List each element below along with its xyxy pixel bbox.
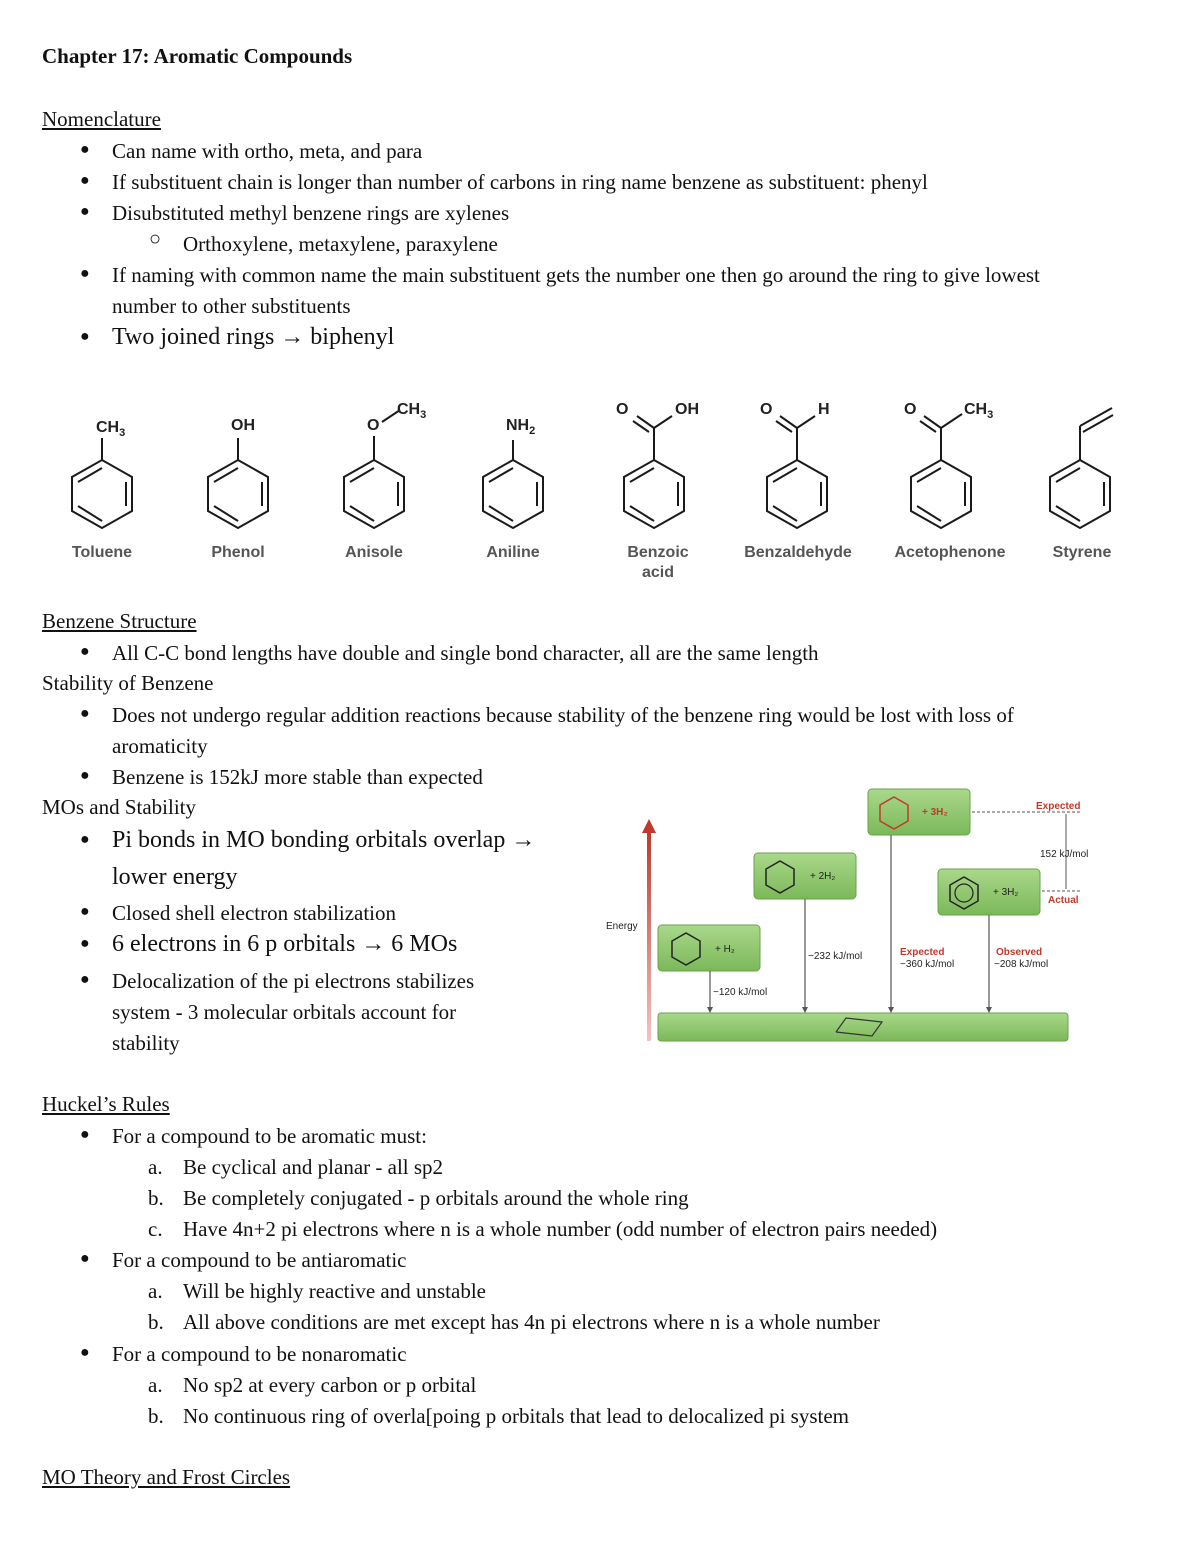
list-item: Disubstituted methyl benzene rings are xylenes — [112, 201, 510, 225]
expected-benzene-box — [868, 789, 970, 835]
phenol-label: Phenol — [211, 544, 265, 561]
list-item: All C-C bond lengths have double and single bond character, all are the same length — [112, 641, 819, 665]
acetophenone-oxygen: O — [904, 401, 917, 418]
list-item: For a compound to be nonaromatic — [112, 1342, 407, 1366]
list-letter: b. — [148, 1310, 164, 1334]
benzaldehyde-hydrogen: H — [818, 401, 830, 418]
bullet: ● — [80, 767, 90, 784]
styrene-label: Styrene — [1052, 544, 1112, 561]
benzene-structure-heading: Benzene Structure — [42, 609, 197, 633]
bullet: ● — [80, 643, 90, 660]
list-letter: a. — [148, 1155, 163, 1179]
list-letter: c. — [148, 1217, 163, 1241]
list-item: Two joined rings → biphenyl — [112, 324, 395, 350]
arrowhead — [707, 1007, 713, 1013]
cyclohexadiene-box — [754, 853, 856, 899]
phenol-structure — [208, 438, 268, 528]
list-subitem: Have 4n+2 pi electrons where n is a whole number (odd number of electron pairs needed) — [183, 1217, 938, 1241]
bullet: ● — [80, 971, 90, 988]
list-subitem: No sp2 at every carbon or p orbital — [183, 1373, 477, 1397]
list-letter: b. — [148, 1186, 164, 1210]
phenol-substituent: OH — [231, 417, 255, 434]
top-expected-label: Expected — [1036, 801, 1081, 812]
list-item: Can name with ortho, meta, and para — [112, 139, 423, 163]
toluene-structure — [72, 438, 132, 528]
nomenclature-heading: Nomenclature — [42, 107, 161, 131]
stability-heading: Stability of Benzene — [42, 671, 214, 695]
benzoic-acid-label-line1: Benzoic — [627, 544, 689, 561]
bullet: ● — [80, 705, 90, 722]
reagent-3h2-actual: + 3H₂ — [993, 887, 1019, 898]
list-subitem: Orthoxylene, metaxylene, paraxylene — [183, 232, 498, 256]
toluene-substituent: $CH_3$ — [96, 419, 126, 439]
observed-label: Observed — [996, 947, 1043, 958]
anisole-label: Anisole — [345, 544, 403, 561]
cyclohexane-baseline — [658, 1013, 1068, 1041]
acetophenone-structure — [911, 414, 971, 528]
anisole-oxygen: O — [367, 417, 380, 434]
bullet: ● — [80, 831, 90, 848]
aniline-structure — [483, 440, 543, 528]
list-item-continued: aromaticity — [112, 734, 208, 758]
benzoic-acid-hydroxyl: OH — [675, 401, 699, 418]
toluene-label: Toluene — [71, 544, 133, 561]
value-232: −232 kJ/mol — [808, 951, 863, 962]
sub-bullet: ○ — [149, 228, 162, 250]
expected-label: Expected — [900, 947, 945, 958]
mos-heading: MOs and Stability — [42, 795, 197, 819]
bullet: ● — [80, 935, 90, 952]
styrene-structure — [1050, 408, 1113, 528]
page-title: Chapter 17: Aromatic Compounds — [42, 44, 353, 68]
bullet: ● — [80, 1250, 90, 1267]
list-item-continued: lower energy — [112, 864, 238, 890]
list-subitem: Be cyclical and planar - all sp2 — [183, 1155, 444, 1179]
difference-value: 152 kJ/mol — [1040, 849, 1089, 860]
bullet: ● — [80, 265, 90, 282]
acetophenone-methyl: $CH_3$ — [964, 401, 994, 421]
list-item: Closed shell electron stabilization — [112, 901, 397, 925]
common-benzene-derivatives-figure — [40, 378, 1170, 588]
list-letter: b. — [148, 1404, 164, 1428]
actual-label: Actual — [1048, 895, 1079, 906]
aniline-substituent: $NH_2$ — [506, 417, 536, 437]
list-item: Benzene is 152kJ more stable than expected — [112, 765, 483, 789]
list-item: For a compound to be aromatic must: — [112, 1124, 427, 1148]
value-120: −120 kJ/mol — [713, 987, 768, 998]
list-item: Delocalization of the pi electrons stabilizes — [112, 969, 475, 993]
arrowhead — [802, 1007, 808, 1013]
benzaldehyde-oxygen: O — [760, 401, 773, 418]
bullet: ● — [80, 903, 90, 920]
expected-value: −360 kJ/mol — [900, 959, 955, 970]
list-item-continued: system - 3 molecular orbitals account for — [112, 1000, 457, 1024]
list-subitem: No continuous ring of overla[poing p orbitals that lead to delocalized pi system — [183, 1404, 850, 1428]
list-letter: a. — [148, 1373, 163, 1397]
bullet: ● — [80, 1344, 90, 1361]
list-item: 6 electrons in 6 p orbitals → 6 MOs — [112, 931, 458, 957]
list-subitem: Will be highly reactive and unstable — [183, 1279, 486, 1303]
energy-arrowhead — [642, 819, 656, 833]
reagent-h2: + H₂ — [715, 944, 735, 955]
list-item: Does not undergo regular addition reactions because stability of the benzene ring would be lost with loss of — [112, 703, 1014, 727]
benzoic-acid-structure — [624, 416, 684, 528]
list-letter: a. — [148, 1279, 163, 1303]
actual-benzene-box — [938, 869, 1040, 915]
list-subitem: Be completely conjugated - p orbitals around the whole ring — [183, 1186, 689, 1210]
list-item: For a compound to be antiaromatic — [112, 1248, 407, 1272]
bullet: ● — [80, 172, 90, 189]
list-item: If naming with common name the main substituent gets the number one then go around the ring to give lowest — [112, 263, 1040, 287]
hydrogenation-energy-diagram — [600, 785, 1100, 1050]
aniline-label: Aniline — [486, 544, 540, 561]
benzoic-acid-oxygen: O — [616, 401, 629, 418]
bullet: ● — [80, 1126, 90, 1143]
list-item-continued: stability — [112, 1031, 180, 1055]
acetophenone-label: Acetophenone — [894, 544, 1006, 561]
anisole-methyl: $CH_3$ — [397, 401, 427, 421]
reagent-3h2-expected: + 3H₂ — [922, 807, 948, 818]
list-item: If substituent chain is longer than number of carbons in ring name benzene as substituent: phenyl — [112, 170, 928, 194]
bullet: ● — [80, 328, 90, 345]
list-item-continued: number to other substituents — [112, 294, 351, 318]
energy-axis — [647, 831, 651, 1041]
benzaldehyde-structure — [767, 416, 827, 528]
cyclohexene-box — [658, 925, 760, 971]
mo-theory-heading: MO Theory and Frost Circles — [42, 1465, 291, 1489]
benzaldehyde-label: Benzaldehyde — [744, 544, 852, 561]
list-subitem: All above conditions are met except has 4n pi electrons where n is a whole number — [183, 1310, 880, 1334]
huckel-heading: Huckel’s Rules — [42, 1092, 170, 1116]
list-item: Pi bonds in MO bonding orbitals overlap → — [112, 827, 536, 853]
reagent-2h2: + 2H₂ — [810, 871, 836, 882]
arrowhead — [986, 1007, 992, 1013]
bullet: ● — [80, 141, 90, 158]
observed-value: −208 kJ/mol — [994, 959, 1049, 970]
arrowhead — [888, 1007, 894, 1013]
benzoic-acid-label-line2: acid — [641, 564, 675, 581]
energy-axis-label: Energy — [606, 921, 638, 932]
bullet: ● — [80, 203, 90, 220]
